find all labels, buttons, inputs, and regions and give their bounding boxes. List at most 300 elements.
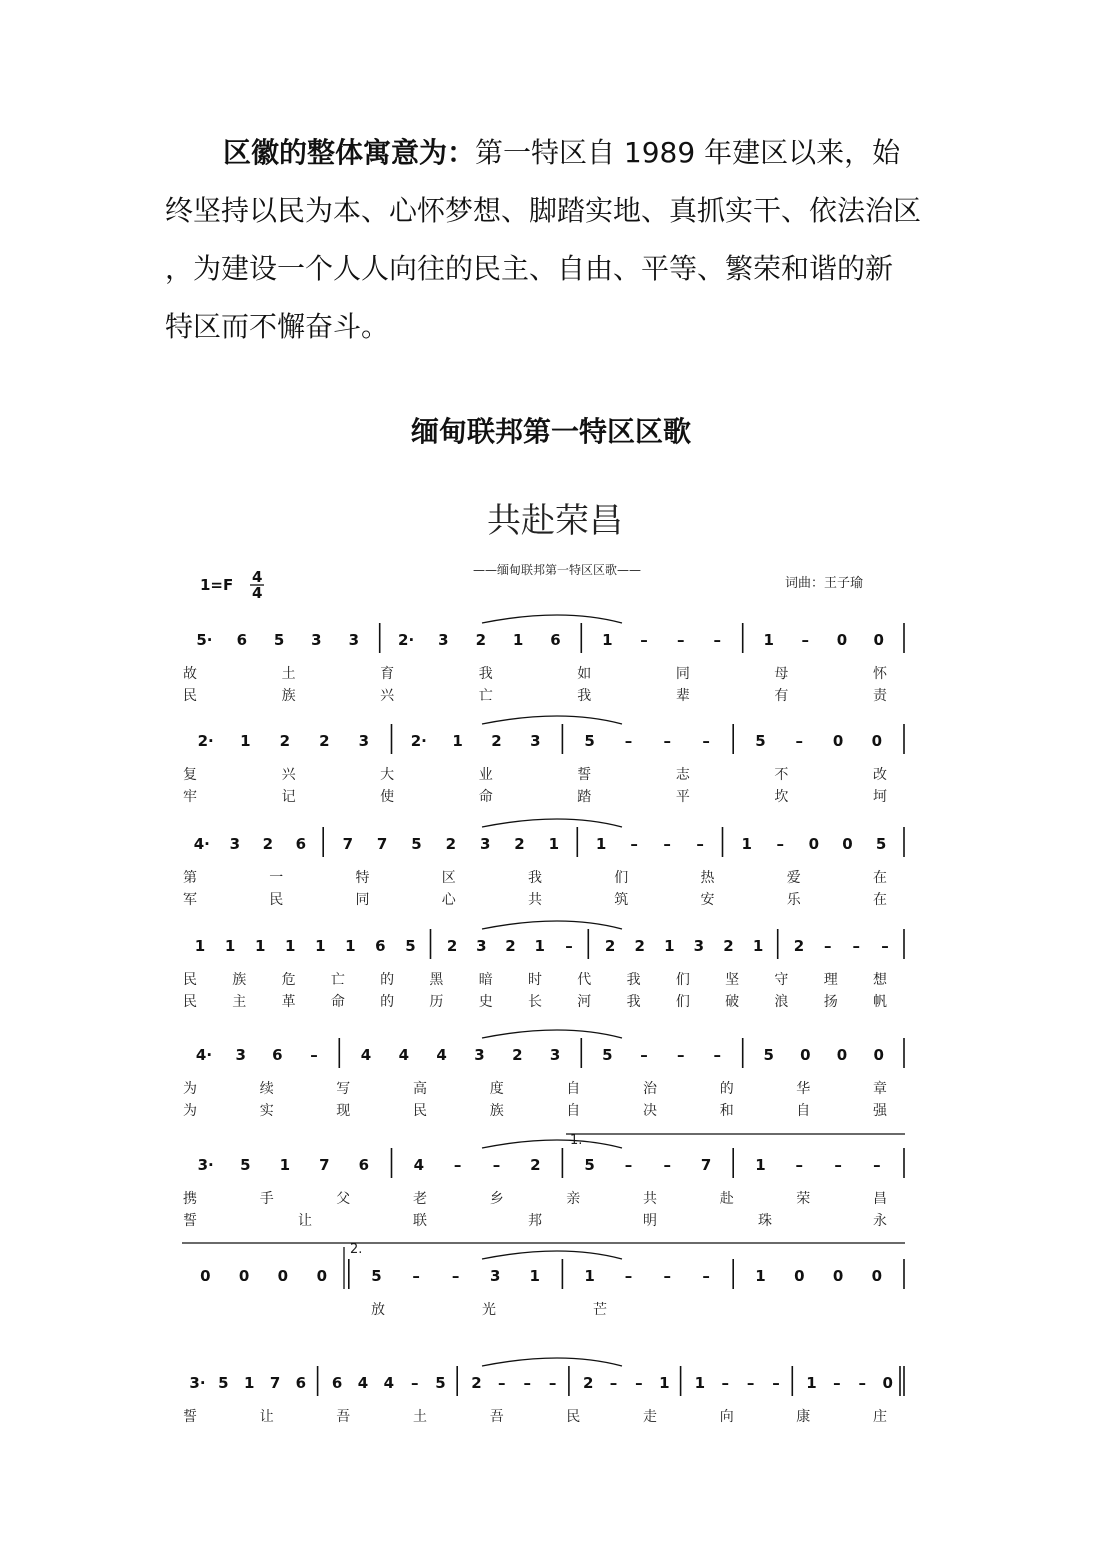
lyric-char: 为 (183, 1081, 197, 1097)
note: 1 (806, 1374, 817, 1392)
note: – (640, 1046, 648, 1064)
note: 2 (604, 937, 616, 955)
lyric-char: 牢 (183, 789, 197, 805)
note: 7 (700, 1156, 712, 1174)
note: 2 (491, 732, 502, 750)
note: – (640, 631, 648, 649)
note: 0 (873, 631, 884, 649)
lyric-char: 民 (183, 994, 197, 1010)
note: – (548, 1374, 557, 1392)
note: – (663, 732, 672, 750)
lyric-char: 同 (355, 892, 370, 908)
lyric-char: 命 (478, 789, 493, 805)
note: 1 (224, 937, 236, 955)
lyric-char: 赴 (719, 1191, 734, 1207)
note: – (702, 1267, 710, 1285)
note: 0 (836, 631, 848, 649)
lyric-char: 亡 (478, 688, 493, 704)
lyric-char: 邦 (528, 1213, 542, 1229)
intro-line-1 (165, 124, 955, 182)
note: 6 (331, 1374, 343, 1392)
lyric-char: 爱 (786, 870, 801, 886)
lyric-char: 危 (281, 972, 296, 988)
lyric-char: 安 (700, 892, 715, 908)
lyric-char: 族 (232, 972, 247, 988)
note: 1 (284, 937, 296, 955)
lyric-char: 记 (281, 789, 296, 805)
lyric-char: 乐 (786, 892, 801, 908)
note: 7 (319, 1156, 330, 1174)
note: 1 (529, 1267, 540, 1285)
lyric-char: 决 (643, 1103, 657, 1119)
lyric-char: 历 (429, 994, 444, 1010)
lyric-char: 们 (614, 870, 629, 886)
lyric-char: 我 (528, 870, 542, 886)
note: 6 (272, 1046, 283, 1064)
lyric-char: 坚 (725, 972, 740, 988)
lyric-char: 黑 (429, 972, 444, 988)
note: 0 (808, 835, 820, 853)
lyric-char: 责 (873, 688, 887, 704)
note: 2 (514, 835, 525, 853)
note: – (523, 1374, 531, 1392)
lyric-char: 民 (566, 1409, 581, 1425)
volta-1-label: 1. (570, 1133, 583, 1148)
lyric-char: 为 (183, 1103, 197, 1119)
lyric-char: 坷 (873, 789, 887, 805)
note: 7 (376, 835, 388, 853)
note: – (663, 835, 671, 853)
note: – (801, 631, 810, 649)
lyric-char: 热 (700, 870, 715, 886)
lyric-char: 第 (183, 870, 197, 886)
note: 5 (584, 732, 595, 750)
lyric-char: 誓 (183, 1213, 197, 1229)
note: 2· (398, 631, 415, 649)
note: – (451, 1267, 460, 1285)
lyric-char: 康 (796, 1409, 811, 1425)
note: 2 (793, 937, 805, 955)
note: – (410, 1374, 419, 1392)
lyric-char: 育 (380, 666, 395, 682)
lyric-char: 向 (719, 1409, 734, 1425)
lyric-char: 我 (478, 666, 493, 682)
lyric-char: 业 (478, 767, 493, 783)
note: 1 (254, 937, 266, 955)
lyric-char: 华 (796, 1081, 811, 1097)
note: 4· (195, 1046, 213, 1064)
note: 5 (411, 835, 422, 853)
note: – (630, 835, 638, 853)
lyric-char: 有 (774, 688, 789, 704)
lyric-char: 现 (336, 1103, 351, 1119)
note: 5 (371, 1267, 382, 1285)
note: 5 (240, 1156, 251, 1174)
lyric-char: 族 (281, 688, 296, 704)
note: 2 (582, 1374, 594, 1392)
note: 0 (871, 1267, 883, 1285)
lyric-char: 复 (183, 767, 197, 783)
note: 1 (548, 835, 560, 853)
note: 7 (342, 835, 354, 853)
note: 0 (238, 1267, 250, 1285)
lyric-char: 写 (336, 1081, 351, 1097)
lyric-char: 亲 (566, 1191, 581, 1207)
note: 2 (512, 1046, 523, 1064)
lyric-char: 誓 (577, 767, 592, 783)
lyric-char: 我 (626, 994, 641, 1010)
lyric-char: 辈 (675, 688, 690, 704)
lyric-char: 自 (566, 1103, 581, 1119)
note: – (696, 835, 704, 853)
note: – (453, 1156, 462, 1174)
note: 2 (319, 732, 330, 750)
volta-2-label: 2. (350, 1242, 363, 1257)
lyric-char: 的 (719, 1081, 734, 1097)
lyric-char: 明 (643, 1213, 657, 1229)
note: 5 (218, 1374, 229, 1392)
note: 1 (584, 1267, 595, 1285)
note: 2 (475, 631, 487, 649)
intro-paragraph (165, 124, 955, 356)
note: – (624, 732, 633, 750)
lyric-char: 自 (566, 1081, 581, 1097)
composer-credit: 词曲：王子瑜 (785, 576, 864, 591)
lyric-char: 珠 (758, 1213, 772, 1229)
note: 1 (755, 1267, 766, 1285)
note: 1 (534, 937, 545, 955)
intro-text-1: 第一特区自 1989 年建区以来，始 (475, 136, 901, 169)
note: 0 (794, 1267, 805, 1285)
note: 3 (476, 937, 487, 955)
note: 3 (311, 631, 322, 649)
note: 1 (194, 937, 206, 955)
note: 1 (315, 937, 326, 955)
note: 0 (882, 1374, 893, 1392)
note: 1 (279, 1156, 291, 1174)
slur (482, 921, 622, 929)
note: 5 (273, 631, 285, 649)
lyric-char: 兴 (281, 767, 296, 783)
note: – (492, 1156, 501, 1174)
note: 3 (438, 631, 449, 649)
note: 1 (763, 631, 774, 649)
lyric-char: 民 (269, 892, 284, 908)
note: 6 (236, 631, 248, 649)
lyric-char: 怀 (873, 666, 887, 682)
lyric-char: 心 (441, 892, 456, 908)
intro-line-3: ，为建设一个人人向往的民主、自由、平等、繁荣和谐的新 (165, 252, 894, 285)
note: 1 (694, 1374, 706, 1392)
note: – (776, 835, 785, 853)
lyric-char: 亡 (330, 972, 345, 988)
lyric-char: 治 (643, 1081, 657, 1097)
note: – (852, 937, 861, 955)
note: 4 (398, 1046, 410, 1064)
lyric-char: 荣 (796, 1191, 811, 1207)
lyric-char: 守 (774, 972, 789, 988)
note: – (624, 1267, 633, 1285)
lyric-char: 坎 (774, 789, 789, 805)
note: 3 (229, 835, 241, 853)
note: 2 (505, 937, 516, 955)
note: – (663, 1156, 672, 1174)
lyric-char: 时 (528, 972, 542, 988)
note: – (635, 1374, 643, 1392)
note: 2 (723, 937, 734, 955)
note: 1 (664, 937, 675, 955)
note: – (702, 732, 710, 750)
lyric-char: 土 (413, 1409, 427, 1425)
note: 0 (316, 1267, 328, 1285)
note: – (713, 631, 722, 649)
lyric-char: 代 (577, 972, 592, 988)
note: 4 (357, 1374, 369, 1392)
note: 1 (512, 631, 524, 649)
note: 2 (262, 835, 274, 853)
intro-line-2: 终坚持以民为本、心怀梦想、脚踏实地、真抓实干、依法治区 (165, 194, 922, 227)
lyric-char: 光 (482, 1302, 496, 1318)
lyric-char: 大 (380, 767, 395, 783)
note: – (858, 1374, 867, 1392)
lyric-char: 吾 (336, 1409, 351, 1425)
note: – (795, 732, 804, 750)
lyric-char: 不 (774, 767, 789, 783)
lyric-char: 土 (281, 666, 296, 682)
time-signature-bottom: 4 (252, 584, 263, 602)
slur (482, 1358, 622, 1366)
lyric-char: 实 (259, 1103, 274, 1119)
lyric-char: 史 (478, 994, 493, 1010)
note: 7 (269, 1374, 281, 1392)
note: – (565, 937, 573, 955)
note: 4 (436, 1046, 447, 1064)
note: 1 (243, 1374, 255, 1392)
lyric-char: 兴 (380, 688, 395, 704)
slur (482, 1140, 622, 1148)
note: 1 (755, 1156, 766, 1174)
lyric-char: 破 (725, 994, 740, 1010)
note: – (310, 1046, 318, 1064)
note: 4 (383, 1374, 395, 1392)
lyric-char: 扬 (823, 994, 838, 1010)
lyric-char: 们 (675, 972, 690, 988)
note: 2 (445, 835, 457, 853)
lyric-char: 我 (577, 688, 592, 704)
lyric-char: 高 (413, 1081, 427, 1097)
lyric-char: 在 (873, 892, 887, 908)
note: 3 (358, 732, 370, 750)
slur (482, 1030, 622, 1038)
note: 6 (375, 937, 386, 955)
note: 0 (832, 732, 844, 750)
note: 1 (452, 732, 463, 750)
section-title: 缅甸联邦第一特区区歌 (410, 415, 691, 448)
note: 2 (530, 1156, 541, 1174)
note: 3 (530, 732, 541, 750)
intro-line-4: 特区而不懈奋斗。 (165, 310, 390, 343)
note: – (746, 1374, 755, 1392)
lyric-char: 母 (774, 666, 789, 682)
lyric-char: 的 (380, 972, 395, 988)
lyric-char: 让 (298, 1213, 312, 1229)
note: – (624, 1156, 633, 1174)
note: 0 (277, 1267, 289, 1285)
note: 2· (410, 732, 427, 750)
note: 2· (197, 732, 214, 750)
note: 0 (842, 835, 853, 853)
note: 2 (446, 937, 458, 955)
note: 3· (189, 1374, 206, 1392)
note: 5 (755, 732, 766, 750)
lyric-char: 志 (675, 767, 690, 783)
note: 6 (550, 631, 561, 649)
lyric-char: 续 (259, 1081, 274, 1097)
note: – (823, 937, 832, 955)
lyric-char: 的 (380, 994, 395, 1010)
lyric-char: 民 (183, 972, 197, 988)
lyric-char: 誓 (183, 1409, 197, 1425)
note: – (772, 1374, 780, 1392)
note: – (795, 1156, 804, 1174)
note: 6 (358, 1156, 370, 1174)
note: 0 (836, 1046, 848, 1064)
lyric-char: 长 (528, 994, 542, 1010)
lyric-char: 在 (873, 870, 887, 886)
lyric-char: 浪 (774, 994, 789, 1010)
note: 1 (595, 835, 607, 853)
note: 5 (405, 937, 416, 955)
note: 3 (348, 631, 360, 649)
note: 1 (345, 937, 356, 955)
key-signature: 1=F (200, 576, 234, 594)
score-systems (182, 615, 905, 1425)
lyric-char: 自 (796, 1103, 811, 1119)
note: 3 (549, 1046, 561, 1064)
lyric-char: 昌 (873, 1191, 887, 1207)
lyric-char: 携 (183, 1191, 197, 1207)
note: 6 (295, 835, 307, 853)
lyric-char: 永 (873, 1213, 887, 1229)
slur (482, 819, 622, 827)
note: 4 (413, 1156, 425, 1174)
note: 1 (659, 1374, 670, 1392)
sheet-music (0, 470, 1102, 1550)
time-signature-top: 4 (252, 568, 263, 586)
slur (482, 1251, 622, 1259)
score-subtitle: ——缅甸联邦第一特区区歌—— (472, 563, 642, 577)
note: – (609, 1374, 618, 1392)
note: 4 (360, 1046, 372, 1064)
note: 5 (602, 1046, 613, 1064)
lyric-char: 乡 (489, 1191, 504, 1207)
note: 2 (279, 732, 291, 750)
note: – (676, 631, 685, 649)
lyric-char: 芒 (593, 1302, 607, 1318)
note: 5· (196, 631, 213, 649)
lyric-char: 吾 (489, 1409, 504, 1425)
lyric-char: 命 (330, 994, 345, 1010)
lyric-char: 如 (577, 666, 592, 682)
note: 6 (295, 1374, 307, 1392)
slur (482, 716, 622, 724)
lyric-char: 河 (577, 994, 592, 1010)
lyric-char: 踏 (577, 789, 592, 805)
note: 0 (871, 732, 883, 750)
note: 5 (763, 1046, 774, 1064)
lyric-char: 庄 (873, 1409, 887, 1425)
lyric-char: 主 (232, 994, 247, 1010)
lyric-char: 军 (183, 892, 197, 908)
note: 0 (832, 1267, 844, 1285)
lyric-char: 我 (626, 972, 641, 988)
intro-lead: 区徽的整体寓意为： (223, 136, 476, 169)
note: – (713, 1046, 722, 1064)
lyric-char: 手 (259, 1191, 274, 1207)
lyric-char: 想 (873, 972, 887, 988)
note: – (721, 1374, 729, 1392)
lyric-char: 改 (873, 767, 887, 783)
note: 1 (602, 631, 613, 649)
note: 0 (200, 1267, 211, 1285)
note: 5 (584, 1156, 595, 1174)
note: 1 (752, 937, 764, 955)
note: 2 (471, 1374, 482, 1392)
lyric-char: 共 (643, 1191, 657, 1207)
lyric-char: 特 (355, 870, 370, 886)
note: – (881, 937, 889, 955)
lyric-char: 和 (719, 1103, 734, 1119)
lyric-char: 父 (336, 1191, 351, 1207)
note: – (834, 1156, 842, 1174)
note: 5 (875, 835, 887, 853)
note: – (663, 1267, 672, 1285)
note: 3 (479, 835, 491, 853)
lyric-char: 强 (873, 1103, 887, 1119)
score-image (0, 470, 1102, 1550)
note: 3 (235, 1046, 246, 1064)
note: 5 (435, 1374, 446, 1392)
note: – (498, 1374, 506, 1392)
lyric-char: 平 (675, 789, 690, 805)
lyric-char: 故 (183, 666, 197, 682)
lyric-char: 民 (183, 688, 197, 704)
lyric-char: 同 (675, 666, 690, 682)
lyric-char: 革 (281, 994, 296, 1010)
lyric-char: 暗 (478, 972, 493, 988)
note: 3· (197, 1156, 214, 1174)
lyric-char: 民 (413, 1103, 427, 1119)
lyric-char: 老 (413, 1191, 427, 1207)
lyric-char: 联 (413, 1213, 427, 1229)
lyric-char: 使 (380, 789, 395, 805)
note: – (833, 1374, 841, 1392)
slur (482, 615, 622, 623)
score-title: 共赴荣昌 (487, 501, 623, 541)
lyric-char: 筑 (614, 892, 629, 908)
lyric-char: 族 (489, 1103, 504, 1119)
lyric-char: 度 (489, 1081, 504, 1097)
note: 2 (634, 937, 645, 955)
lyric-char: 让 (259, 1409, 274, 1425)
note: 1 (741, 835, 752, 853)
lyric-char: 走 (643, 1409, 657, 1425)
note: – (676, 1046, 685, 1064)
note: 3 (693, 937, 705, 955)
note: – (412, 1267, 420, 1285)
lyric-char: 区 (441, 870, 456, 886)
lyric-char: 们 (675, 994, 690, 1010)
